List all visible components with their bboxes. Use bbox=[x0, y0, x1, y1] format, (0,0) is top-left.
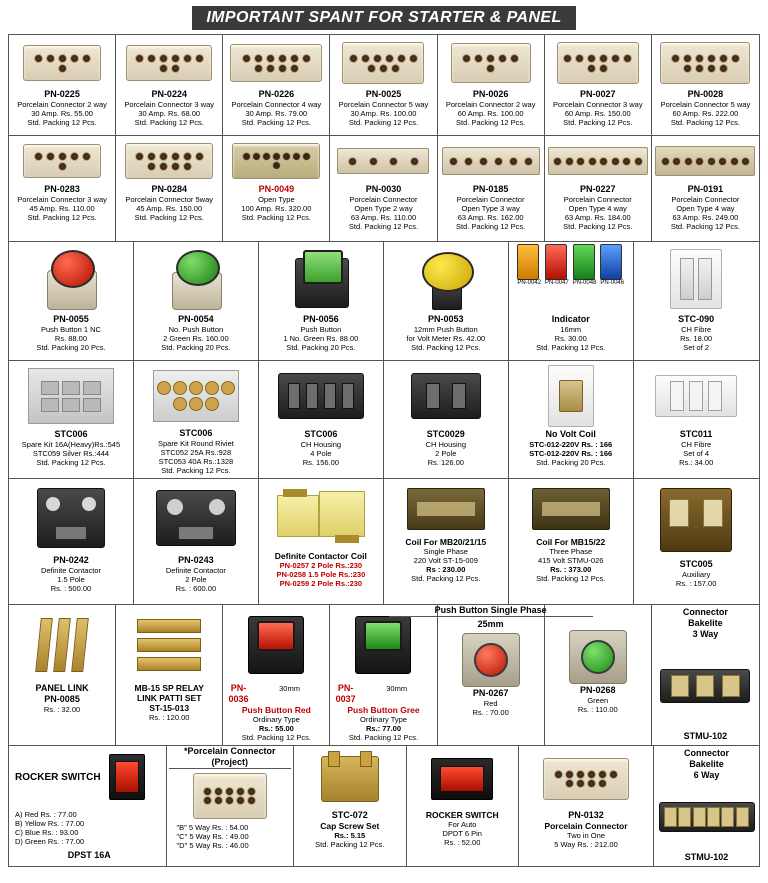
product-packing: Std. Packing 12 Pcs. bbox=[411, 343, 481, 352]
product-cell[interactable] bbox=[654, 746, 759, 866]
product-cell[interactable] bbox=[509, 242, 634, 360]
product-desc: Porcelain Connector bbox=[563, 195, 632, 204]
product-cell[interactable] bbox=[652, 35, 759, 135]
product-cell[interactable] bbox=[9, 746, 167, 866]
product-code: Definite Contactor Coil bbox=[274, 551, 367, 561]
variant-row: D) Green Rs. : 77.00 bbox=[15, 837, 85, 846]
product-packing: Std. Packing 12 Pcs. bbox=[27, 213, 97, 222]
product-variant: 220 Volt ST-15-009 bbox=[413, 556, 478, 565]
product-size: 30mm bbox=[386, 684, 408, 693]
group-header: *Porcelain Connector (Project) bbox=[169, 746, 292, 769]
product-cell[interactable] bbox=[259, 479, 384, 604]
product-price: 63 Amp. Rs. 162.00 bbox=[457, 213, 524, 222]
product-price: Rs. 18.00 bbox=[680, 334, 713, 343]
product-desc: 12mm Push Button bbox=[413, 325, 478, 334]
product-cell[interactable] bbox=[330, 136, 437, 241]
product-code: Coil For MB15/22 bbox=[536, 537, 606, 547]
product-desc: CH Fibre bbox=[681, 440, 712, 449]
product-cell[interactable] bbox=[384, 361, 509, 478]
product-desc: Porcelain Connector 4 way bbox=[231, 100, 322, 109]
product-code: PN-0030 bbox=[365, 184, 402, 194]
product-cell[interactable] bbox=[134, 242, 259, 360]
product-code: PN-0268 bbox=[580, 685, 616, 695]
product-desc: Three Phase bbox=[549, 547, 593, 556]
product-packing: Std. Packing 20 Pcs. bbox=[536, 458, 606, 467]
product-packing: Set of 2 bbox=[683, 343, 710, 352]
product-cell[interactable] bbox=[407, 746, 520, 866]
product-code: STC006 bbox=[179, 428, 213, 438]
product-price: 2 Green Rs. 160.00 bbox=[163, 334, 229, 343]
product-packing: Std. Packing 20 Pcs. bbox=[36, 343, 106, 352]
product-cell[interactable] bbox=[294, 746, 407, 866]
product-cell[interactable] bbox=[223, 136, 330, 241]
product-price: 5 Way Rs. : 212.00 bbox=[554, 840, 618, 849]
product-desc: Porcelain Connector 3 way bbox=[124, 100, 215, 109]
product-cell[interactable] bbox=[134, 479, 259, 604]
product-code: STC011 bbox=[679, 429, 713, 439]
product-packing: Std. Packing 20 Pcs. bbox=[161, 343, 231, 352]
product-price: Rs. : 500.00 bbox=[50, 584, 92, 593]
product-price: Rs. : 373.00 bbox=[550, 565, 592, 574]
product-code: PN-0224 bbox=[151, 89, 187, 99]
product-price: Rs. 30.00 bbox=[554, 334, 587, 343]
product-price: Rs. : 52.00 bbox=[444, 838, 481, 847]
product-cell[interactable] bbox=[9, 605, 116, 745]
product-variant: Set of 4 bbox=[683, 449, 710, 458]
product-cell[interactable] bbox=[116, 136, 223, 241]
product-price: Rs. 88.00 bbox=[54, 334, 88, 343]
product-cell[interactable] bbox=[652, 605, 759, 745]
product-cell[interactable] bbox=[259, 361, 384, 478]
product-code: Coil For MB20/21/15 bbox=[405, 537, 487, 547]
product-packing: Std. Packing 12 Pcs. bbox=[134, 118, 204, 127]
product-cell[interactable] bbox=[634, 361, 759, 478]
product-code: ST-15-013 bbox=[149, 703, 190, 713]
product-title: ROCKER SWITCH bbox=[425, 810, 499, 820]
product-price: Rs.: 34.00 bbox=[679, 458, 714, 467]
product-type: Open Type 3 way bbox=[461, 204, 520, 213]
product-code: PN-0284 bbox=[151, 184, 187, 194]
product-desc: Porcelain Connector bbox=[456, 195, 525, 204]
product-type: Open Type 2 way bbox=[354, 204, 413, 213]
product-code: PN-0227 bbox=[580, 184, 616, 194]
product-cell[interactable] bbox=[652, 136, 759, 241]
product-code: PN-0267 bbox=[472, 688, 509, 698]
product-variant: 4 Pole bbox=[310, 449, 332, 458]
group-header-3: 3 Way bbox=[692, 629, 719, 639]
product-code: STMU-102 bbox=[683, 731, 728, 741]
product-variant: PN-0259 2 Pole Rs.:230 bbox=[279, 579, 363, 588]
product-size: 30mm bbox=[279, 684, 300, 693]
product-variant: PN-0258 1.5 Pole Rs.:230 bbox=[276, 570, 366, 579]
product-code: PN-0283 bbox=[44, 184, 80, 194]
product-variant: STC053 40A Rs.:1328 bbox=[158, 457, 234, 466]
product-cell[interactable] bbox=[634, 479, 759, 604]
variant-row: "D" 5 Way Rs. : 46.00 bbox=[176, 841, 249, 850]
product-variant: STC059 Silver Rs.:444 bbox=[32, 449, 110, 458]
product-cell[interactable] bbox=[9, 242, 134, 360]
product-price: Rs. : 600.00 bbox=[175, 584, 217, 593]
product-code: PN-0037 bbox=[335, 683, 356, 704]
product-cell[interactable] bbox=[330, 35, 437, 135]
variant-row: "C" 5 Way Rs. : 49.00 bbox=[176, 832, 249, 841]
group-header-2: Bakelite bbox=[688, 618, 723, 628]
product-price: Rs. : 32.00 bbox=[43, 705, 81, 714]
variant-row: C) Blue Rs. : 93.00 bbox=[15, 828, 79, 837]
product-code: PN-0036 bbox=[228, 683, 249, 704]
product-row-6 bbox=[9, 605, 759, 746]
group-header-3: 6 Way bbox=[693, 770, 720, 780]
product-desc: Spare Kit 16A(Heavy)Rs.:545 bbox=[21, 440, 121, 449]
product-packing: Std. Packing 12 Pcs. bbox=[241, 733, 311, 742]
product-price: 100 Amp. Rs. 320.00 bbox=[241, 204, 312, 213]
indicator-label: PN-0046 bbox=[600, 280, 625, 286]
product-desc: Open Type bbox=[258, 195, 295, 204]
product-price: Rs.: 55.00 bbox=[258, 724, 294, 733]
product-cell[interactable] bbox=[134, 361, 259, 478]
product-cell[interactable] bbox=[545, 35, 652, 135]
product-desc: Porcelain Connector 3 way bbox=[17, 195, 107, 204]
product-code: DPST 16A bbox=[67, 850, 111, 860]
product-packing: Std. Packing 12 Pcs. bbox=[563, 222, 633, 231]
product-price: Rs. 156.00 bbox=[302, 458, 339, 467]
product-price: 60 Amp. Rs. 150.00 bbox=[564, 109, 631, 118]
product-row-7 bbox=[9, 746, 759, 866]
product-code: PN-0026 bbox=[472, 89, 509, 99]
product-code: PN-0191 bbox=[687, 184, 724, 194]
product-row-2 bbox=[9, 136, 759, 242]
product-desc: Two in One bbox=[567, 831, 605, 840]
product-desc: Porcelain Connector bbox=[349, 195, 418, 204]
product-cell[interactable] bbox=[167, 746, 295, 866]
product-price: Rs.: 77.00 bbox=[365, 724, 401, 733]
product-cell[interactable] bbox=[438, 35, 545, 135]
product-code: PN-0185 bbox=[472, 184, 509, 194]
product-code: PN-0225 bbox=[44, 89, 80, 99]
product-cell[interactable] bbox=[9, 361, 134, 478]
product-code: PN-0027 bbox=[580, 89, 616, 99]
product-price: 30 Amp. Rs. 68.00 bbox=[138, 109, 201, 118]
product-desc: Porcelain Connector 3 way bbox=[552, 100, 643, 109]
product-packing: Std. Packing 12 Pcs. bbox=[27, 118, 97, 127]
product-packing: Std. Packing 12 Pcs. bbox=[36, 458, 106, 467]
product-code: STMU-102 bbox=[684, 852, 729, 862]
product-packing: Std. Packing 12 Pcs. bbox=[411, 574, 481, 583]
product-variant: 1.5 Pole bbox=[57, 575, 85, 584]
product-desc: CH Fibre bbox=[681, 325, 712, 334]
product-packing: Std. Packing 12 Pcs. bbox=[134, 213, 204, 222]
product-code: PN-0028 bbox=[687, 89, 724, 99]
product-code: PN-0025 bbox=[365, 89, 402, 99]
product-desc: Push Button 1 NC bbox=[40, 325, 101, 334]
product-code: PN-0054 bbox=[178, 314, 214, 324]
product-packing: Std. Packing 12 Pcs. bbox=[536, 343, 606, 352]
indicator-label: PN-0042 bbox=[517, 280, 542, 286]
product-price: Rs. : 120.00 bbox=[148, 713, 190, 722]
product-variant: 2 Pole bbox=[435, 449, 457, 458]
product-cell[interactable] bbox=[9, 35, 116, 135]
product-desc: Spare Kit Round Riviet bbox=[157, 439, 234, 448]
product-code: PN-0055 bbox=[53, 314, 89, 324]
product-code: PN-0085 bbox=[44, 694, 80, 704]
product-packing: Std. Packing 12 Pcs. bbox=[563, 118, 633, 127]
product-packing: Std. Packing 12 Pcs. bbox=[348, 222, 419, 231]
product-cell[interactable] bbox=[223, 35, 330, 135]
variant-row: "B" 5 Way Rs. : 54.00 bbox=[176, 823, 249, 832]
group-header-2: Bakelite bbox=[689, 759, 724, 769]
product-cell[interactable] bbox=[438, 136, 545, 241]
product-price: 45 Amp. Rs. 110.00 bbox=[29, 204, 95, 213]
product-variant: PN-0257 2 Pole Rs.:230 bbox=[279, 561, 363, 570]
product-cell[interactable] bbox=[116, 35, 223, 135]
product-desc: Auxiliary bbox=[681, 570, 711, 579]
product-row-1 bbox=[9, 35, 759, 136]
product-code: PN-0049 bbox=[258, 184, 295, 194]
product-code: STC006 bbox=[304, 429, 338, 439]
variant-row: B) Yellow Rs. : 77.00 bbox=[15, 819, 85, 828]
product-cell[interactable] bbox=[519, 746, 654, 866]
variant-row: A) Red Rs. : 77.00 bbox=[15, 810, 77, 819]
product-variant: STC-012-220V Rs. : 166 bbox=[529, 449, 613, 458]
product-cell[interactable] bbox=[9, 136, 116, 241]
product-desc: Porcelain Connector 2 way bbox=[445, 100, 536, 109]
product-cell[interactable] bbox=[634, 242, 759, 360]
product-code: No Volt Coil bbox=[545, 429, 596, 439]
group-header: Push Button Single Phase bbox=[389, 605, 593, 617]
product-desc: Porcelain Connector 5 way bbox=[338, 100, 429, 109]
group-header: Connector bbox=[684, 748, 729, 758]
product-type: Open Type 4 way bbox=[568, 204, 627, 213]
group-header: Connector bbox=[682, 607, 728, 617]
product-desc: Single Phase bbox=[423, 547, 468, 556]
page-title bbox=[8, 6, 760, 30]
product-title: Push Button Gree bbox=[347, 705, 420, 715]
product-cell[interactable] bbox=[330, 605, 437, 745]
product-price: Rs. 126.00 bbox=[427, 458, 464, 467]
product-code: STC-072 bbox=[331, 810, 368, 820]
product-variant: STC-012-220V Rs. : 166 bbox=[529, 440, 613, 449]
product-packing: Std. Packing 12 Pcs. bbox=[315, 840, 385, 849]
product-row-3 bbox=[9, 242, 759, 361]
product-packing: Std. Packing 12 Pcs. bbox=[241, 213, 311, 222]
product-desc: For Auto bbox=[448, 820, 477, 829]
product-desc: Push Button bbox=[300, 325, 342, 334]
product-price: 63 Amp. Rs. 110.00 bbox=[350, 213, 417, 222]
product-price: 63 Amp. Rs. 184.00 bbox=[564, 213, 631, 222]
product-packing: Std. Packing 12 Pcs. bbox=[241, 118, 311, 127]
product-title: Push Button Red bbox=[241, 705, 311, 715]
product-title: PANEL LINK bbox=[35, 683, 89, 693]
product-code: PN-0242 bbox=[53, 555, 89, 565]
product-desc: Porcelain Connector 5way bbox=[125, 195, 213, 204]
product-cell[interactable] bbox=[223, 605, 330, 745]
product-desc: Green bbox=[587, 696, 609, 705]
product-packing: Std. Packing 12 Pcs. bbox=[670, 118, 741, 127]
product-price: 45 Amp. Rs. 150.00 bbox=[136, 204, 203, 213]
page-title-text: IMPORTANT SPANT FOR STARTER & PANEL bbox=[192, 6, 575, 30]
product-packing: Std. Packing 12 Pcs. bbox=[456, 118, 526, 127]
product-variant: STC052 25A Rs.:928 bbox=[160, 448, 232, 457]
product-cell[interactable] bbox=[259, 242, 384, 360]
product-type: Open Type 4 way bbox=[676, 204, 735, 213]
product-code: PN-0243 bbox=[178, 555, 214, 565]
product-title: MB-15 SP RELAY bbox=[134, 683, 204, 693]
product-row-4 bbox=[9, 361, 759, 479]
product-desc: Ordinary Type bbox=[360, 715, 407, 724]
group-subheader: 25mm bbox=[477, 619, 504, 629]
product-code: STC005 bbox=[679, 559, 713, 569]
product-price: 60 Amp. Rs. 100.00 bbox=[457, 109, 524, 118]
product-cell[interactable] bbox=[509, 479, 634, 604]
product-desc: Porcelain Connector 2 way bbox=[17, 100, 107, 109]
product-code: STC0029 bbox=[426, 429, 465, 439]
product-cell[interactable] bbox=[545, 136, 652, 241]
product-price: 30 Amp. Rs. 100.00 bbox=[350, 109, 417, 118]
product-price: 63 Amp. Rs. 249.00 bbox=[672, 213, 739, 222]
product-title: Cap Screw Set bbox=[320, 821, 380, 831]
product-packing: Std. Packing 12 Pcs. bbox=[348, 118, 419, 127]
product-price: Rs : 230.00 bbox=[426, 565, 466, 574]
product-cell[interactable] bbox=[509, 361, 634, 478]
product-code: PN-0132 bbox=[568, 810, 604, 820]
product-cell[interactable] bbox=[384, 242, 509, 360]
product-cell[interactable] bbox=[545, 605, 652, 745]
product-price: Rs. : 110.00 bbox=[577, 705, 618, 714]
product-code: PN-0226 bbox=[258, 89, 295, 99]
product-packing: Std. Packing 20 Pcs. bbox=[286, 343, 356, 352]
product-code: Indicator bbox=[551, 314, 590, 324]
product-desc: Definite Contactor bbox=[40, 566, 101, 575]
product-packing: Std. Packing 12 Pcs. bbox=[536, 574, 606, 583]
product-variant: 2 Pole bbox=[185, 575, 207, 584]
product-price: Rs. : 157.00 bbox=[675, 579, 717, 588]
product-price: Rs.: 5.15 bbox=[334, 831, 366, 840]
product-desc: CH Housing bbox=[300, 440, 342, 449]
indicator-label: PN-0048 bbox=[572, 280, 597, 286]
product-desc: Red bbox=[483, 699, 498, 708]
product-row-5 bbox=[9, 479, 759, 605]
product-price: Rs. : 70.00 bbox=[472, 708, 509, 717]
product-price: 60 Amp. Rs. 222.00 bbox=[672, 109, 739, 118]
product-desc: Ordinary Type bbox=[252, 715, 300, 724]
product-desc: No. Push Button bbox=[168, 325, 224, 334]
product-desc: CH Housing bbox=[425, 440, 466, 449]
product-desc: Porcelain Connector bbox=[671, 195, 740, 204]
product-code: STC-090 bbox=[678, 314, 715, 324]
product-price: for Volt Meter Rs. 42.00 bbox=[406, 334, 486, 343]
product-title: Porcelain Connector bbox=[544, 821, 628, 831]
indicator-label: PN-0047 bbox=[545, 280, 569, 286]
product-cell[interactable] bbox=[9, 479, 134, 604]
product-price: 1 No. Green Rs. 88.00 bbox=[283, 334, 359, 343]
product-variant: DPDT 6 Pin bbox=[442, 829, 482, 838]
product-cell[interactable] bbox=[116, 605, 223, 745]
product-packing: Std. Packing 12 Pcs. bbox=[456, 222, 526, 231]
product-code: STC006 bbox=[54, 429, 88, 439]
product-variant: 415 Volt STMU-026 bbox=[537, 556, 604, 565]
product-price: 30 Amp. Rs. 79.00 bbox=[245, 109, 308, 118]
product-cell[interactable] bbox=[434, 605, 547, 745]
product-packing: Std. Packing 12 Pcs. bbox=[670, 222, 741, 231]
product-code: PN-0056 bbox=[303, 314, 339, 324]
product-desc: Definite Contactor bbox=[165, 566, 226, 575]
product-packing: Std. Packing 12 Pcs. bbox=[348, 733, 419, 742]
product-grid bbox=[8, 34, 760, 867]
product-desc: Porcelain Connector 5 way bbox=[660, 100, 751, 109]
product-code: PN-0053 bbox=[428, 314, 464, 324]
product-title-2: LINK PATTI SET bbox=[137, 693, 202, 703]
product-packing: Std. Packing 12 Pcs. bbox=[161, 466, 231, 475]
product-cell[interactable] bbox=[384, 479, 509, 604]
product-desc: 16mm bbox=[560, 325, 582, 334]
product-title: ROCKER SWITCH bbox=[15, 771, 101, 783]
product-price: 30 Amp. Rs. 55.00 bbox=[31, 109, 93, 118]
